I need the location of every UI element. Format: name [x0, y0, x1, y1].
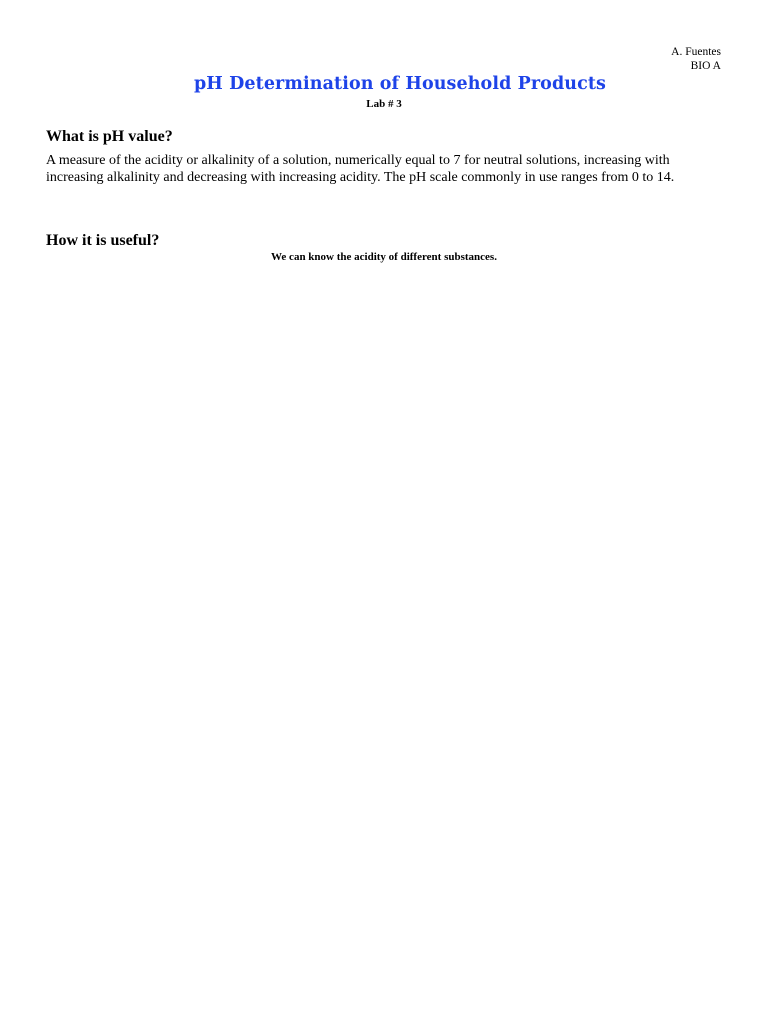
section-body-useful: We can know the acidity of different substances. [271, 251, 497, 263]
document-title: pH Determination of Household Products [193, 74, 607, 94]
section-what-is-ph [46, 127, 726, 186]
section-body: A measure of the acidity or alkalinity of a solution, numerically equal to 7 for neutral solutions, increasing with increasing alkalinity and decreasing with increasing acidity. The pH scale commonly in use ranges from 0 to 14. [46, 153, 675, 185]
section-heading: How it is useful? [46, 232, 160, 249]
author-name: A. Fuentes [671, 46, 721, 58]
class-name: BIO A [690, 60, 721, 72]
section-heading: What is pH value? [46, 128, 173, 145]
section-how-useful [46, 231, 726, 251]
lab-number: Lab # 3 [366, 98, 402, 110]
author-block [671, 45, 721, 73]
